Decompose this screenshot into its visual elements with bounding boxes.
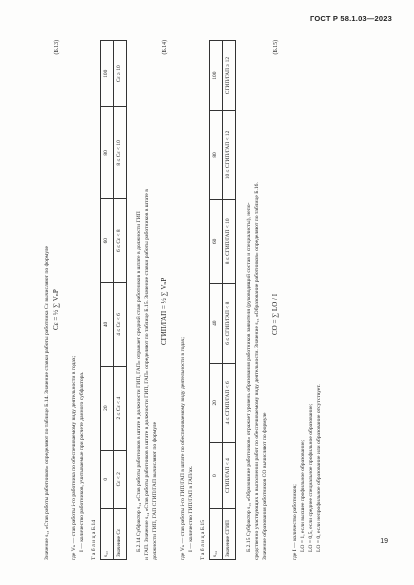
table-cell: 4 ≤ CΓИП/ГАП < 6 [223,363,236,443]
block2-eqnum: (Б.14) [162,40,168,55]
block1-formula: Cε = ½ ∑ VₙP [52,289,60,330]
block1-where2: I — количество работников, учитываемые при расчете данного субфактора. [79,371,85,552]
table-cell: 4 ≤ Cε < 6 [114,283,127,367]
table-cell: Значение CΓИП [223,509,236,560]
block2-formula: CΓИП/ГАП = ½ ∑ VₙP [160,277,168,345]
table-cell: CΓИП/ГАП < 4 [223,443,236,509]
table-cell: 40 [101,283,114,367]
block3-where1: где I — количество работников; [292,484,298,560]
block3-p3: Значение образования работников CО вычисляют по формуле [262,412,268,560]
block3-p1: Б.2.15 Субфактор s₁₅ «Образование работников» отражает уровень образования работников заявителя (руководящий состав и специалисты), непо- [246,202,252,552]
table-cell: 10 ≤ CΓИП/ГАП < 12 [223,111,236,200]
table-cell: 8 ≤ CΓИП/ГАП < 10 [223,199,236,283]
table-cell: s₁₄ [210,509,223,560]
table-cell: 0 [101,450,114,508]
block3-p2: средственно участвующих в выполнении работ по обеспечиваемому виду деятельности. Значение s₁₅ «Образование работников» определяют по таблице Б.16. [254,182,260,560]
table-b15 [209,40,236,560]
table-cell: Cε < 2 [114,450,127,508]
table-cell: 2 ≤ Cε < 4 [114,366,127,450]
table-cell: s₁₃ [101,509,114,560]
table-cell: 100 [210,41,223,111]
table-row [210,41,223,560]
block1-intro: Значение s₁₃ «Став работы работников» определяют по таблице Б.14. Значение ставки работы работника Cε вычисляют по формуле [44,245,50,560]
table-cell: CΓИП/ГАП ≥ 12 [223,41,236,111]
table-cell: 80 [210,111,223,200]
block2-p2: и ГАП. Значение s₁₄ «Став работы работников в штате в должности ГИП, ГАП» определяют по таблице Б.15. Значение ставки работы работников в штате в [144,189,150,560]
table-cell: Cε ≥ 10 [114,41,127,107]
table-cell: 20 [101,366,114,450]
block1-eqnum: (Б.13) [54,40,60,55]
table-cell: 20 [210,363,223,443]
block2-p1: Б.2.14 Субфактор s₁₄ «Став работы работников в штате в должности ГИП, ГАП» отражает средний стаж работников в штате в должности ГИП [136,211,142,552]
block3-eqnum: (Б.15) [273,40,279,55]
block2-where2: I — количество ГИП/ГАП в ГАП/ах. [188,465,194,552]
block3-formula: CО = ∑ LО / I [271,293,279,335]
block3-where3: LО = 0,5, если среднее специальное профильное образование; [308,403,314,552]
block2-p3: должности ГИП, ГАП CΓИП/ГАП вычисляют по формуле [152,421,158,560]
table15-caption: Т а б л и ц а Б.15 [200,519,206,560]
rotated-content [40,40,380,560]
table-cell: 60 [101,199,114,283]
page-number: 19 [380,538,388,545]
table-row [223,41,236,560]
table-cell: 100 [101,41,114,107]
table-cell: 8 ≤ Cε < 10 [114,107,127,199]
table-cell: 6 ≤ Cε < 8 [114,199,127,283]
table14-caption: Т а б л и ц а Б.14 [91,519,97,560]
table-cell: Значение Cε [114,509,127,560]
table-b14 [100,40,127,560]
document-header: ГОСТ Р 58.1.03—2023 [310,14,392,23]
block3-where2: LО = 1, если высшее профильное образование; [300,439,306,552]
table-cell: 60 [210,199,223,283]
table-cell: 40 [210,283,223,363]
table-row [114,41,127,560]
table-cell: 6 ≤ CΓИП/ГАП < 8 [223,283,236,363]
block2-where1: где Vₙ — став работы i-го ГИП/ГАП в штате по обеспечиваемому виду деятельности в годах; [180,337,186,560]
block3-where4: LО = 0, если непрофильное образование или образование отсутствует. [316,384,322,552]
table-cell: 80 [101,107,114,199]
table-row [101,41,114,560]
block1-where1: где Vₙ — став работы i-го работника по обеспечиваемому виду деятельности в годах; [71,355,77,560]
table-cell: 0 [210,443,223,509]
